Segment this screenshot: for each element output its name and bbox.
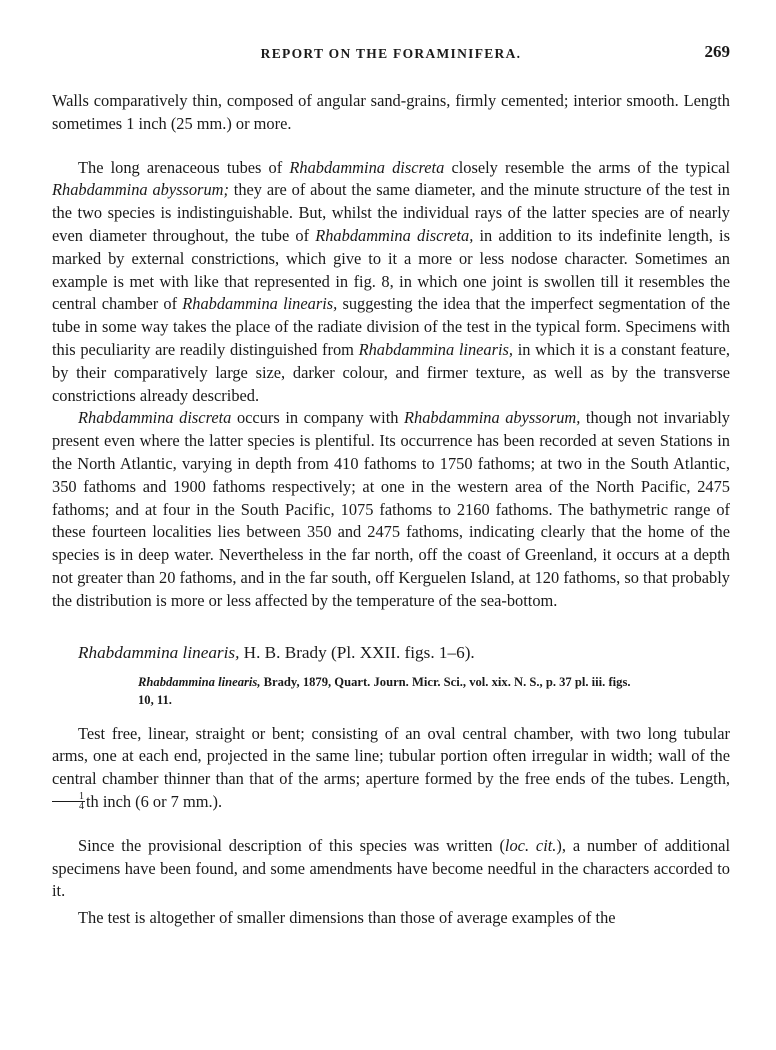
fraction-numerator: 1 [52, 792, 85, 802]
species-name: Rhabdammina abyssorum; [52, 180, 229, 200]
paragraph-amendments [52, 835, 730, 903]
synonym-citation: Brady, 1879, Quart. Journ. Micr. Sci., vol. xix. N. S., p. 37 pl. iii. figs. [260, 674, 631, 689]
species-name: Rhabdammina abyssorum, [404, 408, 581, 428]
text-run: Test free, linear, straight or bent; consisting of an oval central chamber, with two long tubular arms, one at each end, projected in the same line; tubular portion often irregular in width; wall of the central chamber thinner than that of the arms; aperture formed by the free ends of the tubes. Length, [52, 723, 730, 789]
paragraph-distribution [52, 407, 730, 612]
paragraph-description [52, 723, 730, 814]
species-name: Rhabdammina discreta [78, 408, 232, 428]
paragraph-tubes [52, 157, 730, 408]
text-run: closely resemble the arms of the typical [444, 157, 731, 177]
species-heading-authority: H. B. Brady (Pl. XXII. figs. 1–6). [239, 642, 475, 662]
species-name: Rhabdammina discreta [289, 157, 445, 177]
page-number: 269 [704, 42, 730, 61]
synonym-figures: 10, 11. [138, 692, 172, 707]
text-run: occurs in company with [231, 408, 405, 428]
text-run: in which it is a constant feature, by their comparatively large size, darker colour, and firmer texture, as well as by the transverse constrictions already described. [52, 339, 731, 405]
synonym-name: Rhabdammina linearis, [138, 674, 261, 689]
text-run: they are of about the same diameter, and the minute structure of the test in the two species is indistinguishable. But, whilst the individual rays of the latter species are of nearly even diameter throughout, the tube of [52, 180, 730, 245]
text-run: in addition to its indefinite length, is marked by external constrictions, which give to it a more or less nodose character. Sometimes an example is met with like that represented in fig. 8, in which one joint is swollen till it resembles the central chamber of [52, 225, 730, 314]
paragraph-walls: Walls comparatively thin, composed of angular sand-grains, firmly cemented; interior smooth. Length sometimes 1 inch (25 mm.) or more. [52, 91, 730, 133]
fraction-denominator: 4 [79, 800, 84, 812]
running-head [52, 38, 730, 64]
paragraph-test-size: The test is altogether of smaller dimensions than those of average examples of the [78, 908, 616, 928]
species-heading-name: Rhabdammina linearis, [78, 642, 240, 662]
text-run: though not invariably present even where the latter species is plentiful. Its occurrence has been recorded at seven Stations in the North Atlantic, varying in depth from 410 fathoms to 1750 fathoms; at two in the South Atlantic, 350 fathoms and 1900 fathoms respectively; at one in the western area of the North Pacific, 2475 fathoms; and at four in the South Pacific, 1075 fathoms to 2160 fathoms. The bathymetric range of these fourteen localities lies between 350 and 2475 fathoms, indicating clearly that the home of the species is in deep water. Nevertheless in the far north, off the coast of Greenland, it occurs at a depth not greater than 20 fathoms, and in the far south, off Kerguelen Island, at 120 fathoms, so that probably the distribution is more or less affected by the temperature of the sea-bottom. [52, 408, 730, 610]
citation-abbreviation: loc. cit. [504, 835, 557, 855]
species-heading [52, 641, 730, 665]
species-name: Rhabdammina linearis, [358, 339, 514, 359]
page [52, 38, 730, 930]
text-run: The long arenaceous tubes of [78, 157, 290, 177]
synonymy-entry [138, 673, 730, 709]
text-run: ), a number of additional specimens have been found, and some amendments have become needful in the characters accorded to it. [52, 835, 730, 901]
fraction [52, 792, 85, 811]
running-title: REPORT ON THE FORAMINIFERA. [260, 46, 522, 61]
species-name: Rhabdammina discreta, [315, 225, 474, 245]
text-run: th inch (6 or 7 mm.). [86, 791, 223, 811]
text-run: Since the provisional description of this species was written ( [78, 835, 505, 855]
text-run: suggesting the idea that the imperfect segmentation of the tube in some way takes the place of the radiate division of the test in the typical form. Specimens with this peculiarity are readily distinguished from [52, 294, 730, 359]
species-name: Rhabdammina linearis, [182, 294, 338, 314]
